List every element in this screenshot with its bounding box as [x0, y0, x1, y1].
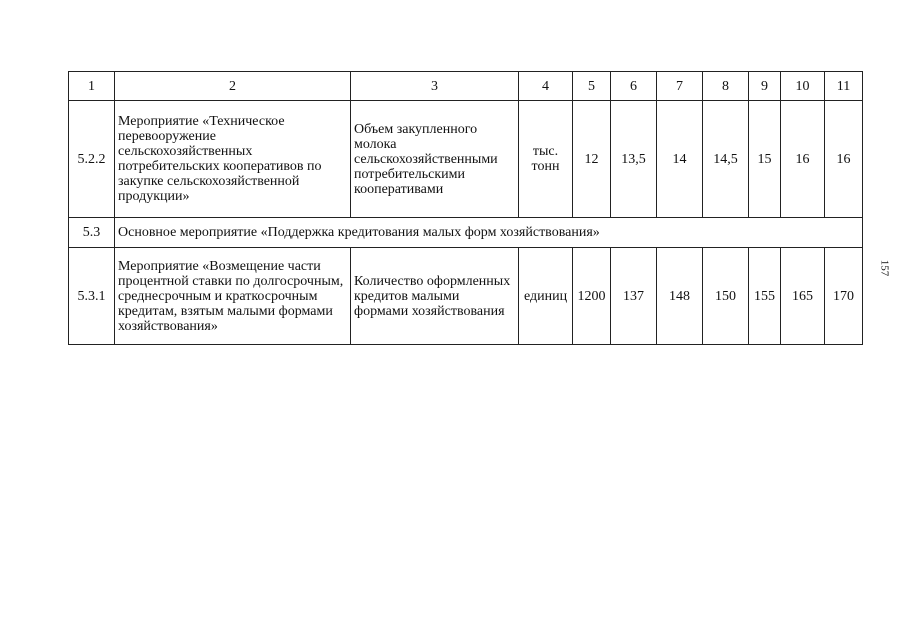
indicators-table — [68, 71, 863, 345]
header-row — [69, 72, 863, 101]
page-number: 157 — [878, 259, 891, 277]
header-cell: 10 — [781, 72, 825, 101]
header-cell: 6 — [611, 72, 657, 101]
table-row — [69, 248, 863, 345]
section-row — [69, 218, 863, 248]
value-cell: 1200 — [573, 248, 611, 345]
value-cell: 148 — [657, 248, 703, 345]
value-cell: 14,5 — [703, 101, 749, 218]
header-cell: 7 — [657, 72, 703, 101]
unit-cell: единиц — [519, 248, 573, 345]
indicator-name: Количество оформленных кредитов малыми формами хозяйствования — [351, 248, 519, 345]
value-cell: 165 — [781, 248, 825, 345]
header-cell: 8 — [703, 72, 749, 101]
value-cell: 12 — [573, 101, 611, 218]
section-title: Основное мероприятие «Поддержка кредитования малых форм хозяйствования» — [115, 218, 863, 248]
row-id: 5.3 — [69, 218, 115, 248]
value-cell: 137 — [611, 248, 657, 345]
indicator-name: Объем закупленного молока сельскохозяйственными потребительскими кооперативами — [351, 101, 519, 218]
value-cell: 155 — [749, 248, 781, 345]
unit-cell: тыс. тонн — [519, 101, 573, 218]
header-cell: 11 — [825, 72, 863, 101]
value-cell: 16 — [825, 101, 863, 218]
header-cell: 5 — [573, 72, 611, 101]
header-cell: 9 — [749, 72, 781, 101]
measure-name: Мероприятие «Техническое перевооружение сельскохозяйственных потребительских кооперативов по закупке сельскохозяйственной продукции» — [115, 101, 351, 218]
header-cell: 3 — [351, 72, 519, 101]
header-cell: 4 — [519, 72, 573, 101]
header-cell: 1 — [69, 72, 115, 101]
value-cell: 15 — [749, 101, 781, 218]
value-cell: 13,5 — [611, 101, 657, 218]
row-id: 5.3.1 — [69, 248, 115, 345]
measure-name: Мероприятие «Возмещение части процентной ставки по долгосрочным, среднесрочным и краткосрочным кредитам, взятым малыми формами хозяйствования» — [115, 248, 351, 345]
header-cell: 2 — [115, 72, 351, 101]
value-cell: 170 — [825, 248, 863, 345]
value-cell: 150 — [703, 248, 749, 345]
table-row — [69, 101, 863, 218]
value-cell: 14 — [657, 101, 703, 218]
row-id: 5.2.2 — [69, 101, 115, 218]
value-cell: 16 — [781, 101, 825, 218]
